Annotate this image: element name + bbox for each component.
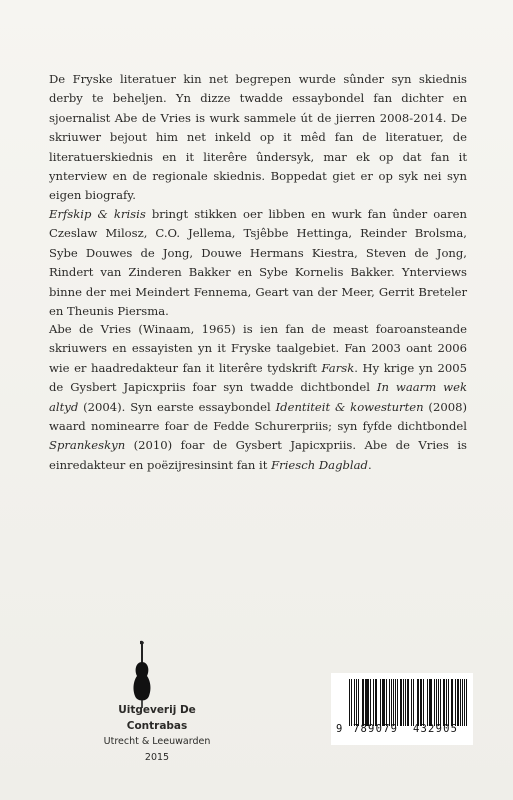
- barcode-bar: [386, 679, 387, 726]
- bio-text-part: (2004). Syn earste essaybondel: [78, 399, 276, 414]
- book-title: Identiteit & kowesturten: [275, 399, 424, 414]
- barcode-bar: [408, 679, 409, 726]
- barcode-bar: [431, 679, 432, 726]
- barcode-bar: [438, 679, 439, 726]
- barcode-bar: [458, 679, 459, 726]
- book-title: Erfskip & krisis: [49, 207, 146, 221]
- barcode-bar: [356, 679, 357, 726]
- author-bio: [49, 320, 467, 475]
- blurb-paragraph-2: [49, 205, 467, 321]
- barcode-bar: [395, 679, 396, 726]
- barcode-bar: [418, 679, 419, 726]
- bio-text-part: (2010) foar de Gysbert Japicxpriis. Abe de Vries is einredakteur en poëzijresinsint fan it: [49, 438, 467, 472]
- blurb-text-2-body: bringt stikken oer libben en wurk fan ûnder oaren Czeslaw Milosz, C.O. Jellema, Tsjêbbe Hettinga, Reinder Brolsma, Sybe Douwes de Jong, Douwe Hermans Kiestra, Steven de Jong, Rindert van Zinderen Bakker en Sybe Kornelis Bakker. Ynterviews binne der mei Meindert Fennema, Geart van der Meer, Gerrit Breteler en Theunis Piersma.: [49, 207, 467, 319]
- barcode-bar: [380, 679, 381, 726]
- publisher-city-year: Utrecht & Leeuwarden 2015: [103, 736, 211, 763]
- book-title: Sprankeskyn: [49, 438, 126, 453]
- barcode-bar: [376, 679, 377, 726]
- barcode-bar: [393, 679, 394, 726]
- barcode-bar: [397, 679, 398, 726]
- isbn-group-1: 789079: [353, 723, 399, 735]
- barcode-bar: [391, 679, 392, 726]
- barcode-bar: [452, 679, 453, 726]
- barcode-bar: [358, 679, 359, 726]
- isbn-prefix-digit: 9: [336, 723, 343, 735]
- publisher-imprint: [92, 702, 222, 766]
- blurb-text-2: [49, 205, 467, 321]
- barcode-bar: [440, 679, 441, 726]
- barcode-bar: [462, 679, 463, 726]
- isbn-number: [331, 723, 473, 739]
- book-title: In waarm wek altyd: [49, 380, 467, 414]
- barcode-bar: [455, 679, 456, 726]
- barcode-bar: [411, 679, 412, 726]
- barcode-bar: [405, 679, 406, 726]
- barcode-bar: [368, 679, 369, 726]
- isbn-group-2: 432905: [413, 723, 459, 735]
- barcode-bar: [349, 679, 350, 726]
- barcode-bar: [466, 679, 467, 726]
- bio-text-part: (2008) waard nominearre foar de Fedde Schurerpriis; syn fyfde dichtbondel: [49, 399, 467, 434]
- barcode-bar: [464, 679, 465, 726]
- barcode-bar: [421, 679, 422, 726]
- bio-text-part: . Hy krige yn 2005 de Gysbert Japicxpriis foar syn twadde dichtbondel: [49, 360, 467, 395]
- newspaper-title: Friesch Dagblad: [271, 457, 368, 472]
- barcode-bar: [448, 679, 449, 726]
- barcode-bar: [446, 679, 447, 726]
- barcode-bar: [434, 679, 435, 726]
- barcode-bar: [384, 679, 385, 726]
- barcode-bar: [403, 679, 404, 726]
- magazine-title: Farsk: [321, 360, 355, 375]
- bio-text-part: Abe de Vries (Winaam, 1965) is ien fan de meast foaroansteande skriuwers en essayisten yn it Fryske taalgebiet. Fan 2003 oant 2006 wie er haadredakteur fan it literêre tydskrift: [49, 322, 467, 375]
- blurb-paragraph-1: [49, 70, 467, 206]
- barcode-bar: [373, 679, 374, 726]
- bio-text-part: .: [367, 457, 372, 472]
- author-bio-text: [49, 320, 467, 475]
- contrabass-icon: [128, 640, 158, 710]
- barcode-bar: [363, 679, 364, 726]
- barcode-bars: [349, 679, 467, 726]
- barcode-bar: [427, 679, 428, 726]
- barcode-bar: [444, 679, 445, 726]
- isbn-barcode: [331, 673, 473, 745]
- barcode-bar: [370, 679, 371, 726]
- publisher-name: Uitgeverij De Contrabas: [118, 704, 196, 732]
- barcode-bar: [423, 679, 424, 726]
- barcode-bar: [413, 679, 414, 726]
- barcode-bar: [351, 679, 352, 726]
- blurb-text-1: De Fryske literatuer kin net begrepen wurde sûnder syn skiednis derby te beheljen. Yn dizze twadde essaybondel fan dichter en sjoernalist Abe de Vries is wurk sammele út de jierren 2008-2014. De skriuwer bejout him net inkeld op it mêd fan de literatuer, de literatuerskiednis en it literêre ûndersyk, mar ek op dat fan it ynterview en de regionale skiednis. Boppedat giet er op syk nei syn eigen biografy.: [49, 72, 467, 203]
